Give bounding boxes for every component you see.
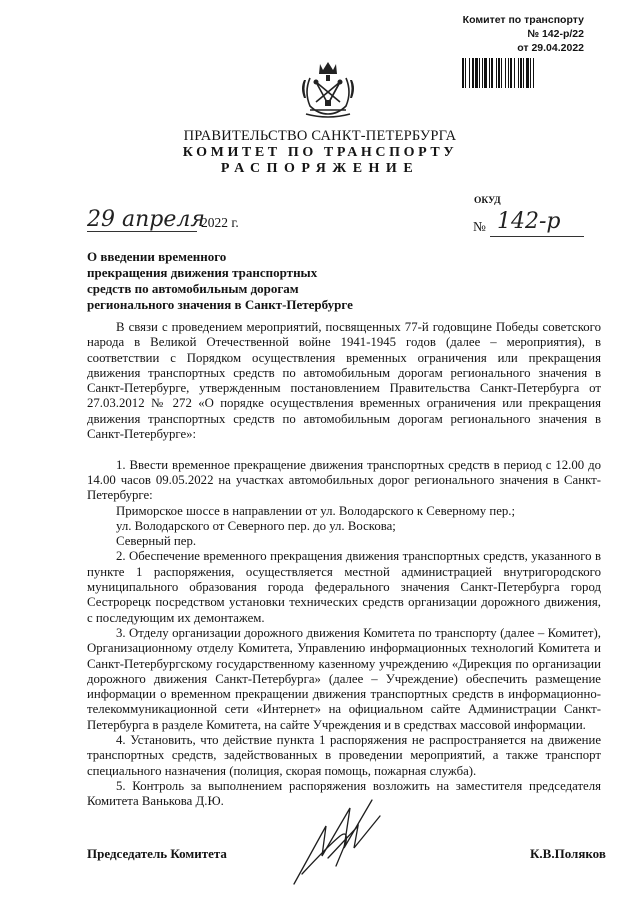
barcode-bar <box>530 58 531 88</box>
barcode-bar <box>505 58 506 88</box>
subject-line: О введении временного <box>87 249 227 264</box>
barcode-bar <box>462 58 464 88</box>
date-underline <box>87 231 197 232</box>
document-body <box>87 320 601 810</box>
document-type: РАСПОРЯЖЕНИЕ <box>220 161 420 176</box>
barcode-bar <box>475 58 478 88</box>
barcode-bar <box>501 58 502 88</box>
barcode-bar <box>533 58 534 88</box>
barcode-bar <box>523 58 524 88</box>
handwritten-signature <box>288 796 398 888</box>
committee-title: КОМИТЕТ ПО ТРАНСПОРТУ <box>182 145 458 160</box>
number-sign: № <box>473 219 486 234</box>
road-item: Приморское шоссе в направлении от ул. Володарского к Северному пер.; <box>116 503 516 518</box>
barcode-bar <box>518 58 519 88</box>
subject-line: регионального значения в Санкт-Петербурге <box>87 297 353 312</box>
item-3-paragraph: 3. Отделу организации дорожного движения Комитета по транспорту (далее – Комитет), Организационному отделу Комитета, Управлению информационных технологий Комитета и Санкт-Петербургскому государственному казенному учреждению «Дирекция по организации дорожного движения Санкт-Петербурга» (далее – Учреждение) обеспечить размещение информации о временном прекращении движения транспортных средств в информационно-телекоммуникационной сети «Интернет» на официальном сайте Администрации Санкт-Петербурга в разделе Комитета, на сайте Учреждения и в средствах массовой информации. <box>87 625 601 732</box>
barcode-bar <box>498 58 500 88</box>
barcode-bar <box>510 58 512 88</box>
barcode-bar <box>482 58 483 88</box>
barcode-bar <box>526 58 529 88</box>
barcode-bar <box>479 58 480 88</box>
document-subject <box>87 249 387 313</box>
number-underline <box>490 236 584 237</box>
intro-paragraph: В связи с проведением мероприятий, посвященных 77-й годовщине Победы советского народа в Великой Отечественной войне 1941-1945 годов (далее – мероприятия), в соответствии с Порядком осуществления временных ограничения или прекращения движения транспортных средств по автомобильным дорогам регионального значения в Санкт-Петербурге, утвержденным постановлением Правительства Санкт-Петербурга от 27.03.2012 № 272 «О порядке осуществления временных ограничения или прекращения движения транспортных средств по автомобильным дорогам регионального значения в Санкт-Петербурге»: <box>87 320 601 442</box>
item-2-paragraph: 2. Обеспечение временного прекращения движения транспортных средств, указанного в пункте 1 распоряжения, осуществляется местной администрацией внутригородского муниципального образования города федерального значения Санкт-Петербурга город Сестрорецк посредством установки технических средств организации дорожного движения, с последующим их демонтажем. <box>87 549 601 625</box>
stamp-number: № 142-р/22 <box>527 28 584 40</box>
barcode-bar <box>491 58 493 88</box>
barcode-bar <box>520 58 522 88</box>
barcode-bar <box>514 58 515 88</box>
okud-label: ОКУД <box>474 196 501 206</box>
date-year: 2022 г. <box>201 215 239 230</box>
barcode-bar <box>472 58 474 88</box>
barcode-bar <box>484 58 487 88</box>
barcode-bar <box>496 58 497 88</box>
signatory-position: Председатель Комитета <box>87 846 227 861</box>
handwritten-number: 142-р <box>497 209 561 234</box>
stamp-committee: Комитет по транспорту <box>462 14 584 26</box>
signatory-name: К.В.Поляков <box>530 846 606 861</box>
barcode-bar <box>508 58 509 88</box>
item-4-paragraph: 4. Установить, что действие пункта 1 распоряжения не распространяется на движение транспортных средств, задействованных в проведении мероприятий, а также транспорт специального назначения (полиция, скорая помощь, пожарная служба). <box>87 733 601 778</box>
stamp-date: от 29.04.2022 <box>517 42 584 54</box>
item-5-paragraph: 5. Контроль за выполнением распоряжения возложить на заместителя председателя Комитета Ванькова Д.Ю. <box>87 778 601 809</box>
barcode-bar <box>465 58 466 88</box>
road-item: Северный пер. <box>116 534 197 549</box>
coat-of-arms-icon <box>296 58 360 122</box>
barcode-bar <box>489 58 490 88</box>
subject-line: средств по автомобильным дорогам <box>87 281 299 296</box>
barcode-bar <box>469 58 470 88</box>
road-item: ул. Володарского от Северного пер. до ул. Воскова; <box>116 518 396 533</box>
barcode-icon <box>462 58 590 88</box>
item-1-paragraph: 1. Ввести временное прекращение движения транспортных средств в период с 12.00 до 14.00 часов 09.05.2022 на участках автомобильных дорог регионального значения в Санкт-Петербурге: <box>87 457 601 503</box>
registration-stamp <box>456 13 584 55</box>
subject-line: прекращения движения транспортных <box>87 265 318 280</box>
government-title: ПРАВИТЕЛЬСТВО САНКТ-ПЕТЕРБУРГА <box>183 128 457 144</box>
handwritten-date: 29 апреля <box>87 207 205 232</box>
